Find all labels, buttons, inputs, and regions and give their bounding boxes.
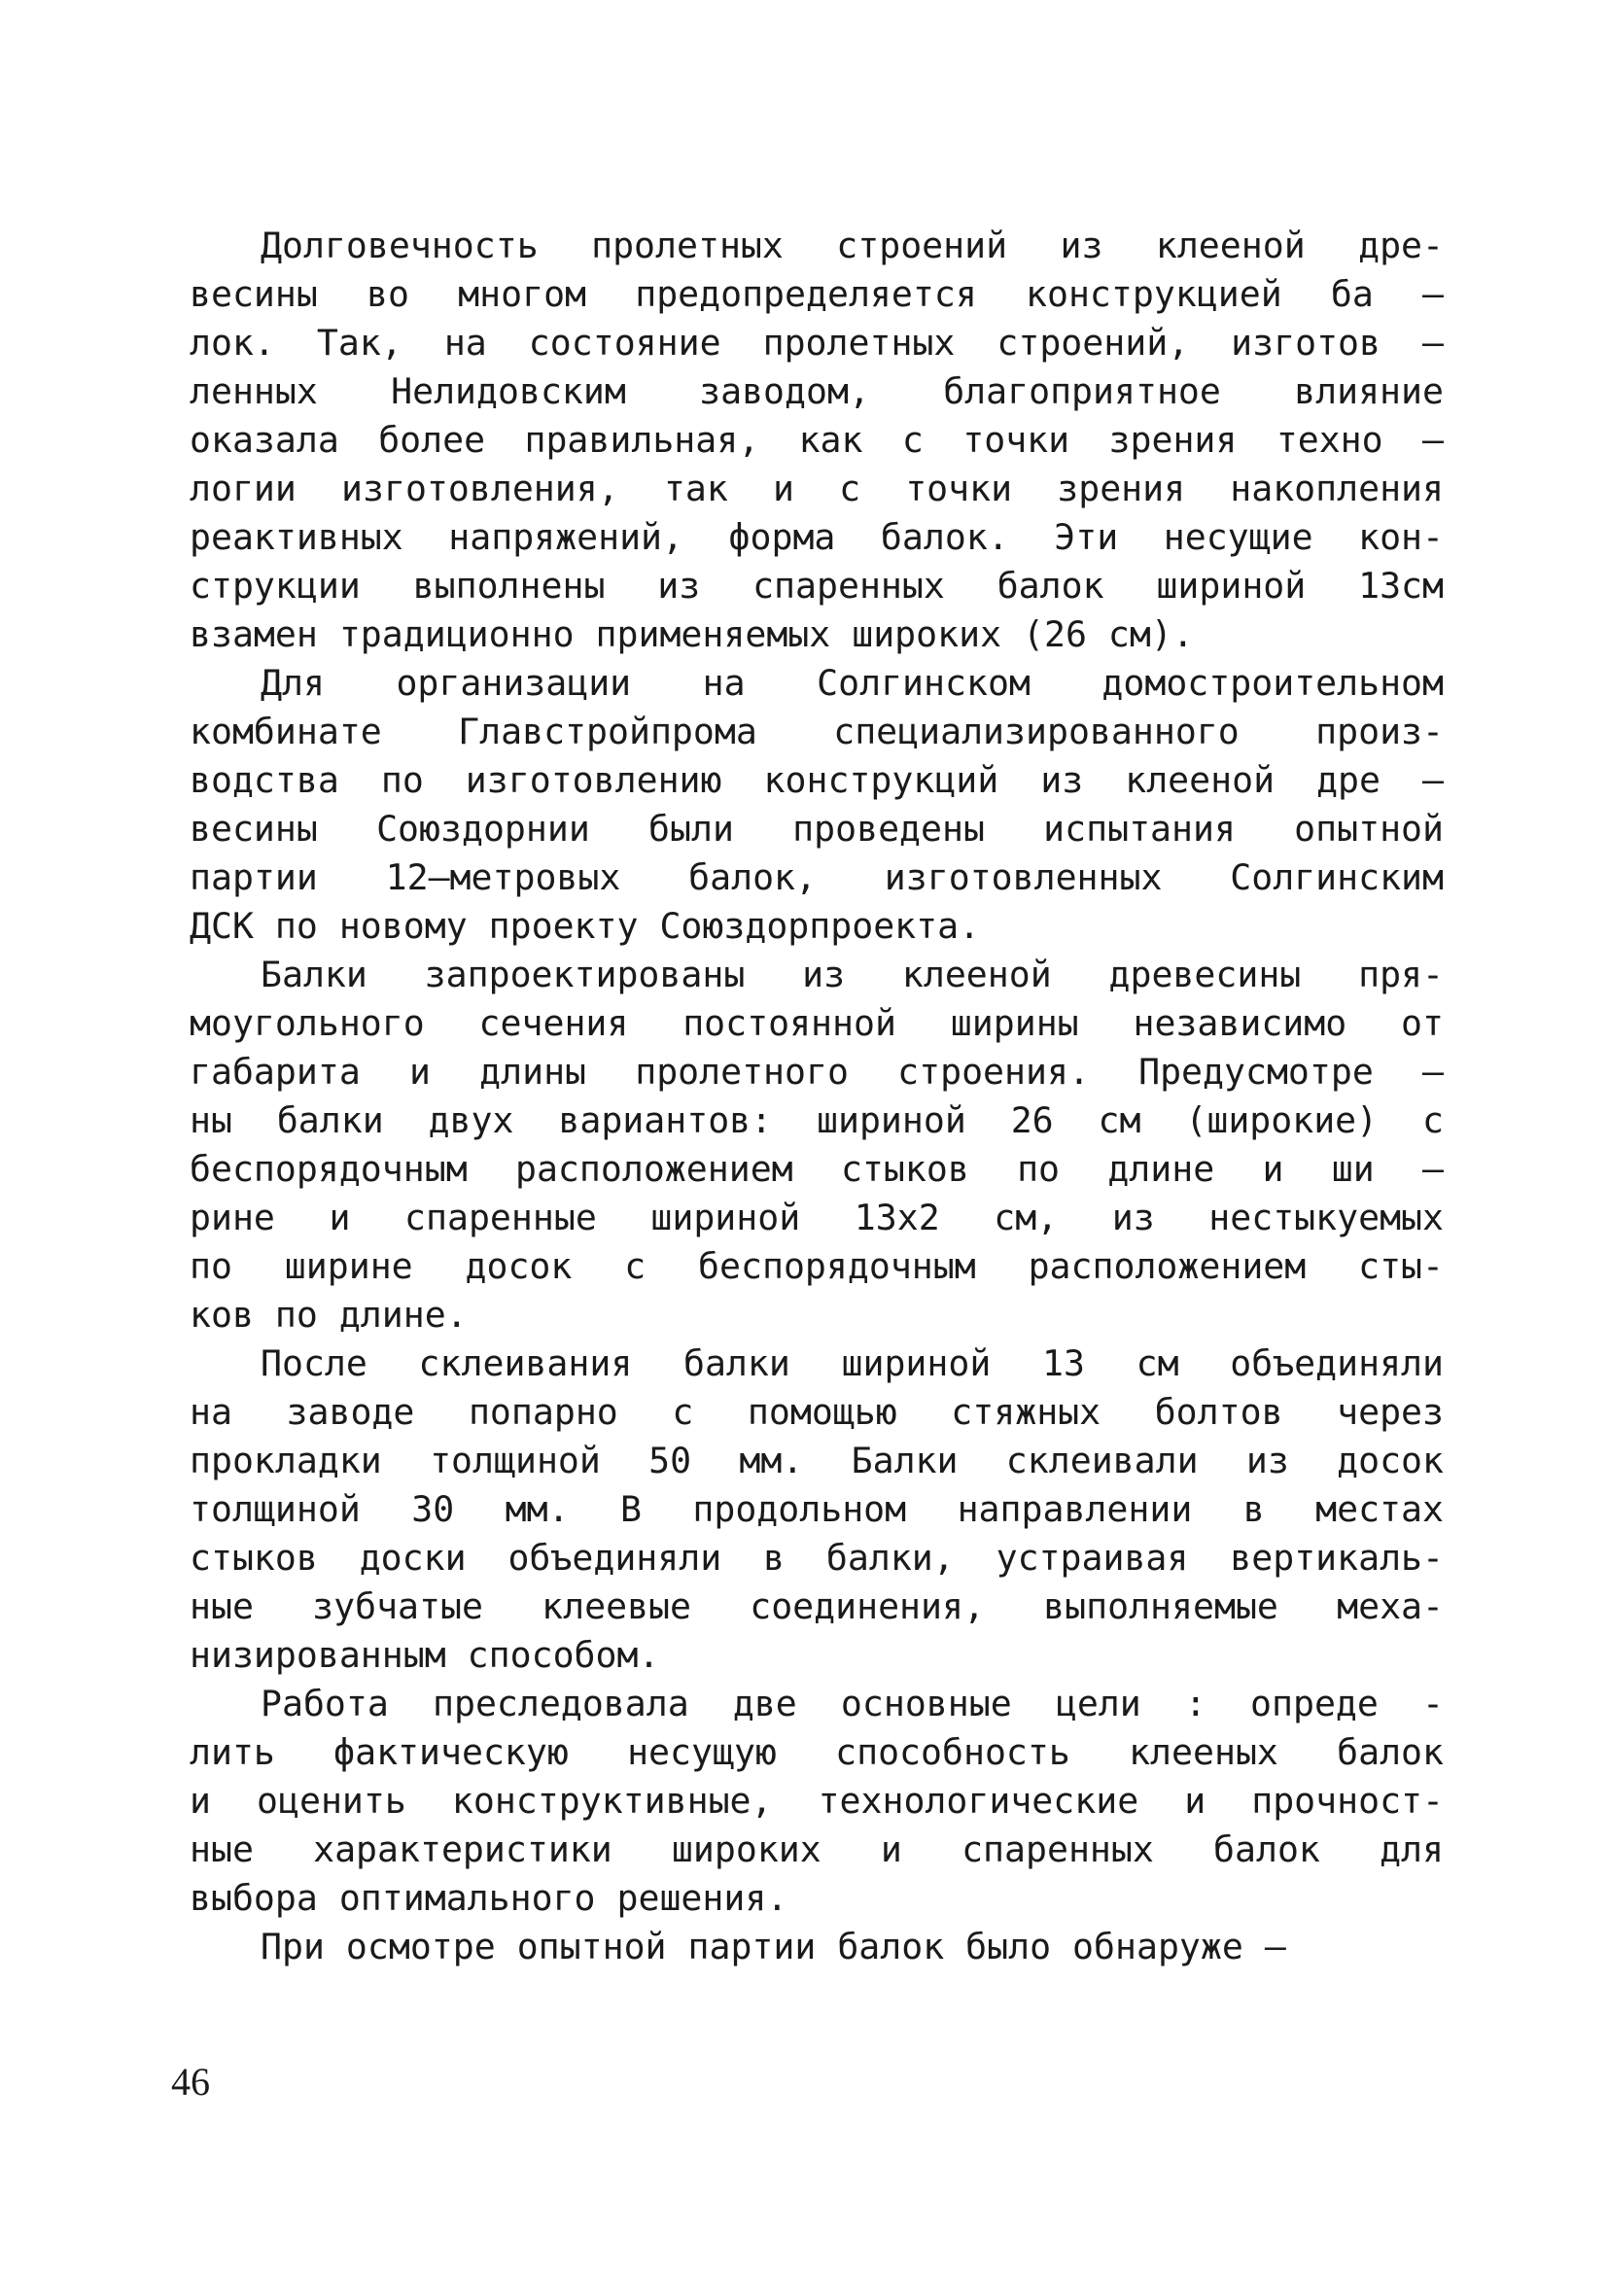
text-line: моугольного сечения постоянной ширины независимо от — [190, 1002, 1444, 1044]
text-line: ные зубчатые клеевые соединения, выполняемые меха- — [190, 1585, 1444, 1627]
text-line: габарита и длины пролетного строения. Предусмотре – — [190, 1051, 1444, 1093]
text-line: Для организации на Солгинском домостроительном — [261, 662, 1444, 704]
text-line: ные характеристики широких и спаренных балок для — [190, 1828, 1444, 1870]
text-line: стыков доски объединяли в балки, устраивая вертикаль- — [190, 1537, 1444, 1579]
text-line: весины во многом предопределяется конструкцией ба – — [190, 273, 1444, 315]
text-line: на заводе попарно с помощью стяжных болтов через — [190, 1391, 1444, 1433]
text-line: выбора оптимального решения. — [190, 1877, 788, 1919]
text-line: ленных Нелидовским заводом, благоприятное влияние — [190, 370, 1444, 412]
text-line: ков по длине. — [190, 1294, 468, 1336]
text-line: весины Союздорнии были проведены испытания опытной — [190, 808, 1444, 850]
text-line: низированным способом. — [190, 1634, 660, 1676]
text-line: комбинате Главстройпрома специализированного произ- — [190, 711, 1444, 752]
text-line: Балки запроектированы из клееной древесины пря- — [261, 954, 1444, 995]
text-line: логии изготовления, так и с точки зрения накопления — [190, 468, 1444, 509]
text-line: беспорядочным расположением стыков по длине и ши – — [190, 1148, 1444, 1190]
text-line: реактивных напряжений, форма балок. Эти несущие кон- — [190, 516, 1444, 558]
text-line: оказала более правильная, как с точки зрения техно – — [190, 419, 1444, 461]
text-line: лить фактическую несущую способность клееных балок — [190, 1731, 1444, 1773]
text-line: и оценить конструктивные, технологические и прочност- — [190, 1780, 1444, 1822]
text-line: Работа преследовала две основные цели : опреде - — [261, 1683, 1444, 1724]
text-line: После склеивания балки шириной 13 см объединяли — [261, 1342, 1444, 1384]
text-line: взамен традиционно применяемых широких (26 см). — [190, 613, 1194, 655]
text-line: прокладки толщиной 50 мм. Балки склеивали из досок — [190, 1440, 1444, 1481]
text-line: рине и спаренные шириной 13х2 см, из нестыкуемых — [190, 1197, 1444, 1238]
body-text — [190, 222, 1444, 1971]
text-line: При осмотре опытной партии балок было обнаруже – — [261, 1926, 1286, 1967]
text-line: по ширине досок с беспорядочным расположением сты- — [190, 1245, 1444, 1287]
text-line: лок. Так, на состояние пролетных строений, изготов – — [190, 322, 1444, 364]
page-number: 46 — [171, 2060, 210, 2104]
text-line: ДСК по новому проекту Союздорпроекта. — [190, 905, 981, 947]
text-line: струкции выполнены из спаренных балок шириной 13см — [190, 565, 1444, 607]
text-line: ны балки двух вариантов: шириной 26 см (широкие) с — [190, 1099, 1444, 1141]
text-line: водства по изготовлению конструкций из клееной дре – — [190, 759, 1444, 801]
text-line: партии 12–метровых балок, изготовленных Солгинским — [190, 856, 1444, 898]
text-line: Долговечность пролетных строений из клееной дре- — [261, 225, 1444, 266]
text-line: толщиной 30 мм. В продольном направлении в местах — [190, 1488, 1444, 1530]
